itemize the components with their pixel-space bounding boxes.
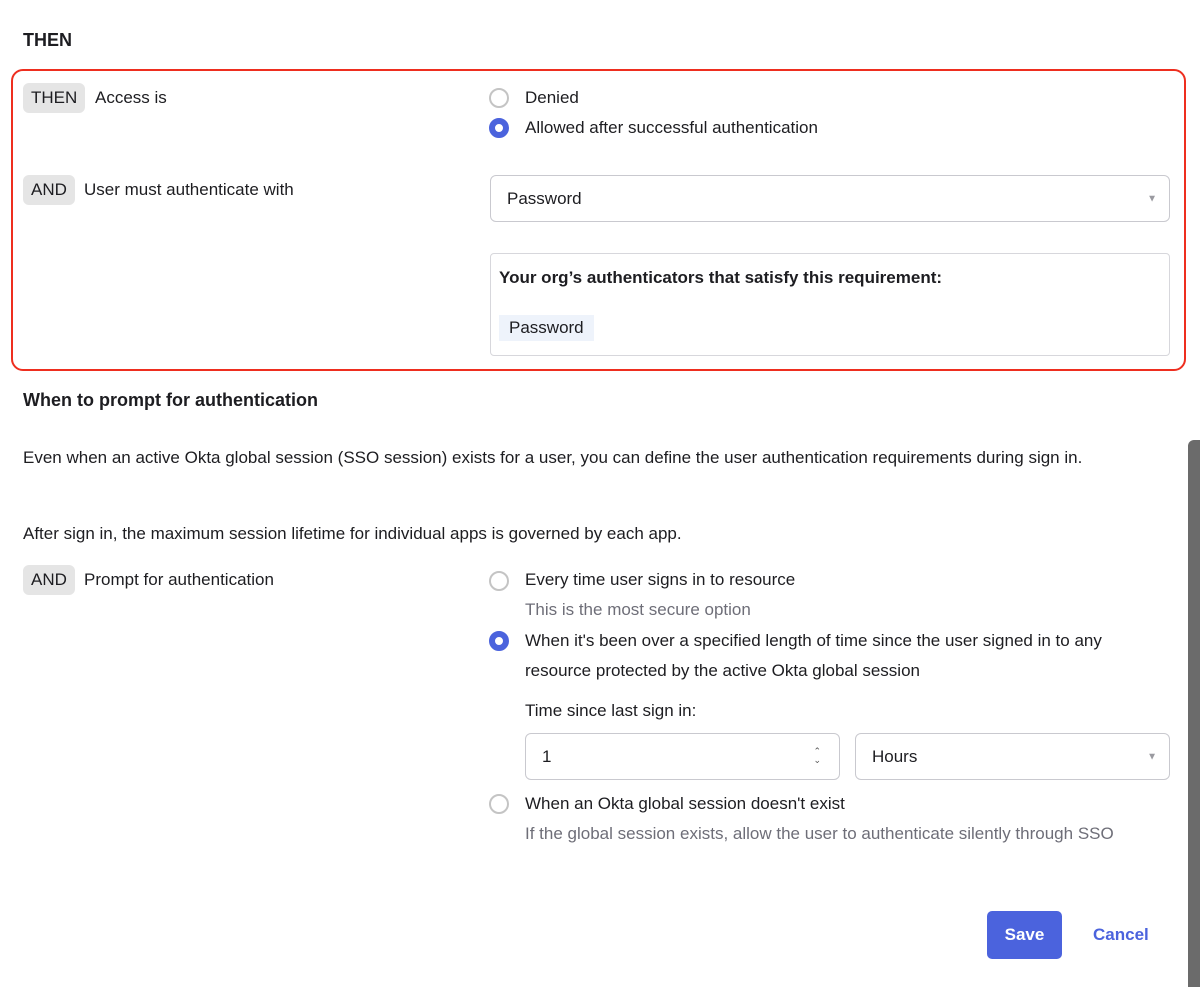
authenticator-select[interactable] <box>490 175 1170 222</box>
radio-denied-label[interactable]: Denied <box>525 88 579 107</box>
session-lifetime-note: After sign in, the maximum session lifetime for individual apps is governed by each app. <box>23 524 682 543</box>
radio-no-session[interactable] <box>489 794 509 814</box>
chevron-down-icon: ▼ <box>1147 193 1157 204</box>
time-since-label: Time since last sign in: <box>525 701 697 720</box>
time-value-input[interactable] <box>525 733 840 780</box>
radio-allowed[interactable] <box>489 118 509 138</box>
authenticators-title: Your org’s authenticators that satisfy this requirement: <box>499 268 943 287</box>
time-unit-value: Hours <box>872 746 918 766</box>
chevron-down-icon: ▼ <box>1147 751 1157 762</box>
authenticator-chip: Password <box>499 315 594 341</box>
and-badge-prompt: AND <box>23 565 75 595</box>
radio-time-elapsed-label[interactable]: When it's been over a specified length of time since the user signed in to any resource protected by the active Okta global session <box>525 631 1102 680</box>
time-unit-select[interactable] <box>855 733 1170 780</box>
prompt-description: Even when an active Okta global session (SSO session) exists for a user, you can define the user authentication requirements during sign in. <box>23 448 1083 467</box>
no-session-help: If the global session exists, allow the user to authenticate silently through SSO <box>525 824 1114 843</box>
radio-every-time-label[interactable]: Every time user signs in to resource <box>525 570 796 589</box>
scrollbar[interactable] <box>1188 440 1200 987</box>
cancel-button[interactable]: Cancel <box>1093 925 1149 944</box>
radio-time-elapsed[interactable] <box>489 631 509 651</box>
access-label: Access is <box>95 88 167 107</box>
radio-denied[interactable] <box>489 88 509 108</box>
then-badge: THEN <box>23 83 85 113</box>
authenticate-label: User must authenticate with <box>84 180 294 199</box>
radio-every-time[interactable] <box>489 571 509 591</box>
prompt-label: Prompt for authentication <box>84 570 274 589</box>
and-badge: AND <box>23 175 75 205</box>
authenticator-select-value: Password <box>507 188 582 208</box>
stepper-icon[interactable]: ⌃ ⌄ <box>813 746 821 765</box>
radio-no-session-label[interactable]: When an Okta global session doesn't exist <box>525 794 845 813</box>
authenticators-box <box>490 253 1170 356</box>
radio-allowed-label[interactable]: Allowed after successful authentication <box>525 118 818 137</box>
prompt-heading: When to prompt for authentication <box>23 390 318 410</box>
save-button[interactable]: Save <box>987 911 1062 959</box>
every-time-help: This is the most secure option <box>525 600 751 619</box>
time-value: 1 <box>542 746 552 766</box>
then-heading: THEN <box>23 30 72 50</box>
